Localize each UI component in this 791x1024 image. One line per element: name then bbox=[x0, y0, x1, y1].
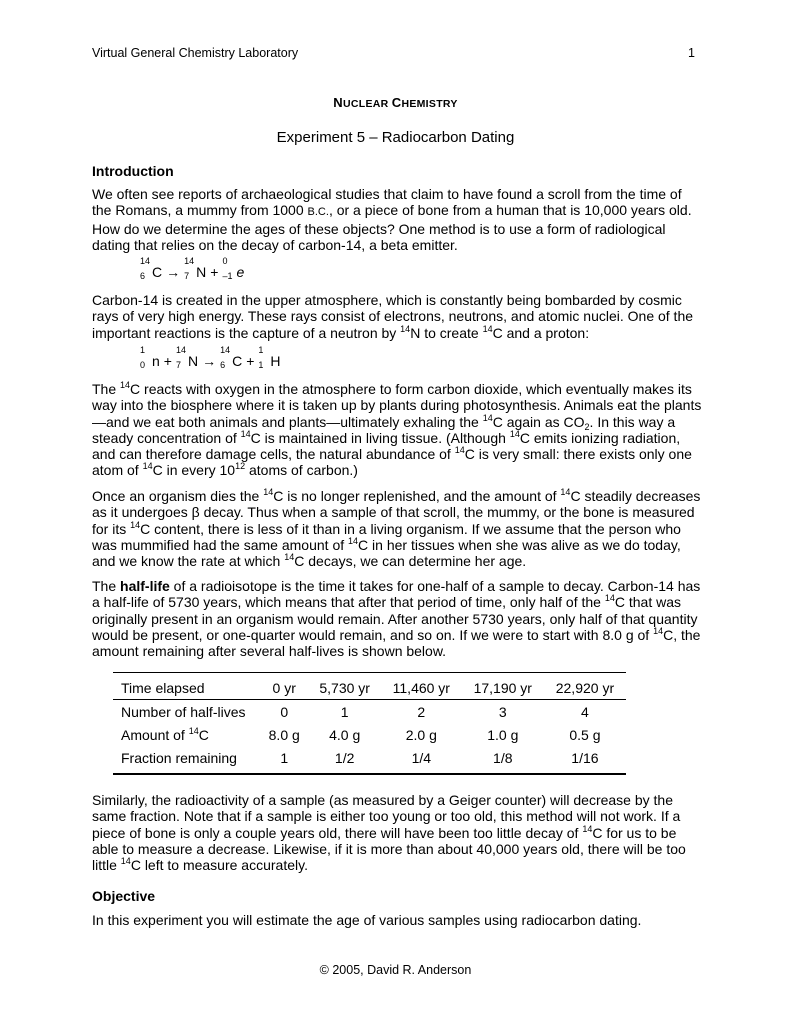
title-initial-n: N bbox=[333, 95, 343, 110]
intro-paragraph-1: We often see reports of archaeological studies that claim to have found a scroll from the time of the Romans, a mummy from 1000 B.C., or a piece of bone from a human that is 10,000 years old. How do we determine the ages of these objects? One method is to use a form of radiological dating that relies on the decay of carbon-14, a beta emitter. bbox=[92, 186, 692, 253]
objective-paragraph: In this experiment you will estimate the age of various samples using radiocarbon dating. bbox=[92, 912, 642, 928]
formation-equation: 1 0 n + 14 7 N → 14 6 C + 1 1 H bbox=[140, 345, 281, 370]
copyright-footer: © 2005, David R. Anderson bbox=[319, 963, 472, 977]
nitrogen-14-nuclide: 14 7 N bbox=[184, 256, 207, 281]
table-row: Amount of $^{14}$C 8.0 g 4.0 g 2.0 g 1.0 g 0.5 g bbox=[121, 725, 601, 743]
section-title bbox=[0, 95, 791, 110]
carbon-14-nuclide: 14 6 C bbox=[220, 345, 243, 370]
proton-nuclide: 1 1 H bbox=[258, 345, 281, 370]
half-life-table bbox=[113, 672, 626, 775]
half-life-term: half-life bbox=[120, 578, 170, 594]
title-rest-2: HEMISTRY bbox=[401, 98, 458, 110]
reaction-arrow: → bbox=[166, 264, 181, 280]
electron-particle: 0 –1 e bbox=[222, 256, 245, 281]
introduction-heading: Introduction bbox=[92, 163, 174, 179]
running-header: Virtual General Chemistry Laboratory bbox=[92, 46, 299, 60]
intro-paragraph-4: Once an organism dies the $^{14}$C is no longer replenished, and the amount of $^{14}$C steadily decreases as it undergoes β decay. Thus when a sample of that scroll, the mummy, or the bone is measured for its $^{14}$C content, there is less of it than in a living organism. If we assume that the person who was mummified had the same amount of $^{14}$C in her tissues when she was alive as we do today, and we know the rate at which $^{14}$C decays, we can determine her age. bbox=[92, 487, 701, 570]
objective-heading: Objective bbox=[92, 888, 156, 904]
table-row: Fraction remaining 1 1/2 1/4 1/8 1/16 bbox=[113, 746, 626, 774]
intro-paragraph-5: The half-life of a radioisotope is the time it takes for one-half of a sample to decay. Carbon-14 has a half-life of 5730 years, which means that after that period of time, only half of the $^{14}$C that was originally present in an organism would remain. After another 5730 years, only half of that quantity would be present, or one-quarter would remain, and so on. If we were to start with 8.0 g of $^{14}$C, the amount remaining after several half-lives is shown below. bbox=[92, 578, 701, 660]
table-row: Number of half-lives 0 1 2 3 4 bbox=[121, 703, 589, 720]
page-number: 1 bbox=[688, 46, 695, 60]
reaction-arrow: → bbox=[202, 353, 217, 369]
nitrogen-14-nuclide: 14 7 N bbox=[175, 345, 199, 370]
decay-equation: 14 6 C → 14 7 N + 0 –1 e bbox=[140, 256, 245, 281]
title-initial-c: C bbox=[391, 95, 402, 110]
intro-paragraph-2: Carbon-14 is created in the upper atmosphere, which is constantly being bombarded by cosmic rays of very high energy. These rays consist of electrons, neutrons, and atomic nuclei. One of the important reactions is the capture of a neutron by $^{14}$N to create $^{14}$C and a proton: bbox=[92, 292, 694, 341]
intro-paragraph-6: Similarly, the radioactivity of a sample (as measured by a Geiger counter) will decrease by the same fraction. Note that if a sample is either too young or too old, this method will not work. If a piece of bone is only a couple years old, there will have been too little decay of $^{14}$C for us to be able to measure a decrease. Likewise, if it is more than about 40,000 years old, there will be too little $^{14}$C left to measure accurately. bbox=[92, 792, 686, 874]
experiment-title: Experiment 5 – Radiocarbon Dating bbox=[276, 129, 515, 146]
table-row: Time elapsed 0 yr 5,730 yr 11,460 yr 17,190 yr 22,920 yr bbox=[113, 673, 626, 700]
title-rest-1: UCLEAR bbox=[342, 98, 392, 110]
carbon-14-nuclide: 14 6 C bbox=[140, 256, 163, 281]
intro-paragraph-3: The $^{14}$C reacts with oxygen in the atmosphere to form carbon dioxide, which eventually makes its way into the biosphere where it is taken up by plants during photosynthesis. Animals eat the plants—and we eat both animals and plants—ultimately exhaling the $^{14}$C again as $CO_2$. In this way a steady concentration of $^{14}$C is maintained in living tissue. (Although $^{14}$C emits ionizing radiation, and can therefore damage cells, the natural abundance of $^{14}$C is very small: there exists only one atom of $^{14}$C in every $10^{12}$ atoms of carbon.) bbox=[92, 380, 702, 479]
neutron-nuclide: 1 0 n bbox=[140, 345, 160, 370]
